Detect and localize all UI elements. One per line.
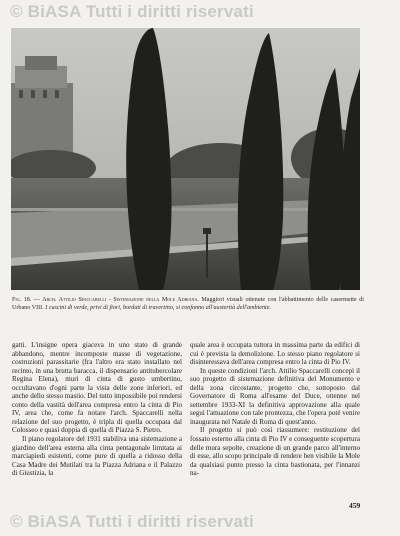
right-paragraph-3: Il progetto si può così riassumere: restituzione del fossato esterno alla cinta di Pio IV e conseguente scopertura delle mura sepolte, creazione di un grande parco all'interno di esse, allo scopo principale di rendere ben visibile la Mole da qualsiasi punto presso la cinta bastionata, per l'innanzi na- — [190, 426, 360, 478]
right-text-column — [190, 341, 360, 478]
left-text-column — [12, 341, 182, 478]
caption-italic-note: I cuscini di verde, privi di fiori, bordati di travertino, si confanno all'austerità dell'ambiente. — [45, 305, 271, 311]
left-paragraph-2: Il piano regolatore del 1931 stabiliva una sistemazione a giardino dell'area esterna alla cinta pentagonale limitata ai marciapiedi esistenti, come pure di quella a ridosso della Casa Madre dei Mutilati tra la Piazza Adriana e il Palazzo di Giustizia, la — [12, 435, 182, 478]
figure-caption — [12, 296, 364, 312]
garden-photo-illustration — [11, 28, 360, 290]
figure-photo — [11, 28, 360, 290]
page-number: 459 — [349, 501, 361, 510]
copyright-watermark-bottom: © BiASA Tutti i diritti riservati — [10, 512, 254, 531]
right-paragraph-1: quale area è occupata tuttora in massima parte da edifici di cui è prevista la demolizione. Lo stesso piano regolatore si disinteressava dell'area compresa entro la cinta di Pio IV. — [190, 341, 360, 367]
caption-description: Maggiori visuali ottenute con l'abbattimento delle casermette di Urbano VIII. — [12, 297, 364, 311]
left-paragraph-1: gatti. L'insigne opera giaceva in uno stato di grande abbandono, mentre incomposte masse di vegetazione, costruzioni parassitarie (fra l'altro era stato installato nel recinto, in una brutta baracca, il dispensario antitubercolare Regina Elena), muri di cinta di gusto umbertino, occultavano d'ogni parte la vista delle zone inferiori, ed anche dello stesso mastio. Del tutto impossibile poi rendersi conto della vastità dell'area compresa entro la cinta di Pio IV, area che, come fa notare l'arch. Spaccarelli nella relazione del suo progetto, è tripla di quella occupata dal Colosseo e quasi doppia di quella di Piazza S. Pietro. — [12, 341, 182, 435]
copyright-watermark-top: © BiASA Tutti i diritti riservati — [10, 2, 254, 21]
right-paragraph-2: In queste condizioni l'arch. Attilio Spaccarelli concepì il suo progetto di sistemazione definitiva del Monumento e della zona circostante, progetto che, sottoposto dal Governatore di Roma all'esame del Duce, ottenne nel settembre 1933-XI la definitiva approvazione alla quale seguì l'attuazione con tale prontezza, che l'opera poté venire inaugurata nel Natale di Roma di quest'anno. — [190, 366, 360, 426]
caption-figure-label: Fig. 18. — Arch. Attilio Spaccarelli - Sistemazione della Mole Adriana. — [12, 297, 199, 303]
